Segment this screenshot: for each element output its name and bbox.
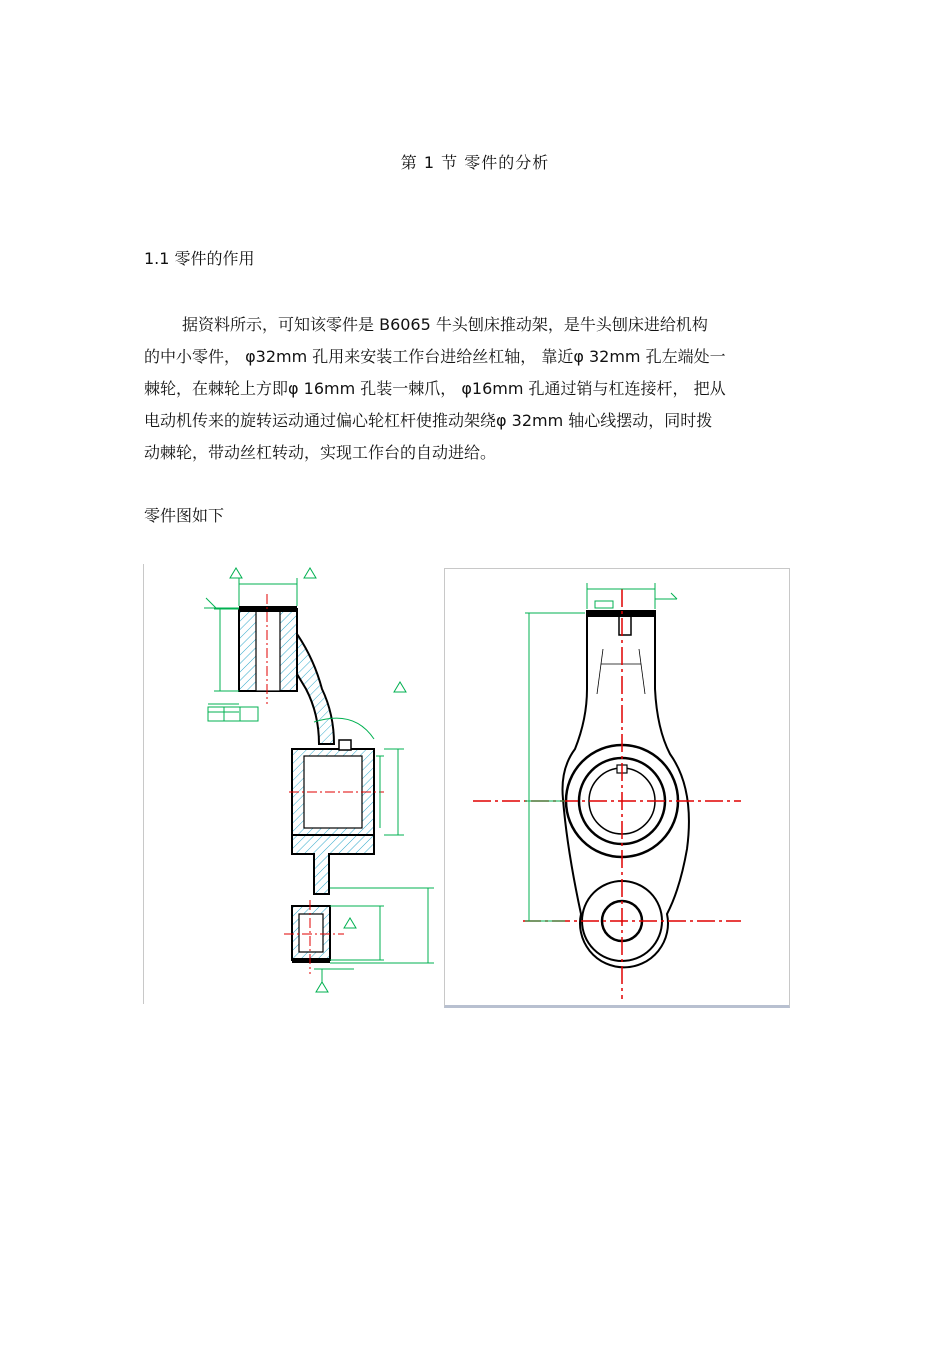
figure-caption: 零件图如下 <box>144 506 225 525</box>
curved-arm <box>297 634 334 744</box>
top-boss <box>239 606 297 691</box>
paragraph-line: 电动机传来的旋转运动通过偏心轮杠杆使推动架绕φ 32mm 轴心线摆动，同时拨 <box>144 411 713 430</box>
body-paragraph <box>144 309 808 469</box>
lower-arm <box>292 835 374 894</box>
paragraph-line: 动棘轮，带动丝杠转动，实现工作台的自动进给。 <box>144 443 497 462</box>
front-view-drawing <box>444 568 790 1008</box>
section-heading: 1.1 零件的作用 <box>144 249 255 268</box>
paragraph-line: 棘轮，在棘轮上方即φ 16mm 孔装一棘爪， φ16mm 孔通过销与杠连接杆， 把从 <box>144 379 726 398</box>
paragraph-line: 据资料所示，可知该零件是 B6065 牛头刨床推动架，是牛头刨床进给机构 <box>182 315 708 334</box>
top-face <box>587 611 655 617</box>
middle-hub <box>292 740 374 835</box>
paragraph-line: 的中小零件， φ32mm 孔用来安装工作台进给丝杠轴， 靠近φ 32mm 孔左端处一 <box>144 347 726 366</box>
keyway-slot <box>619 617 631 635</box>
page-title: 第 1 节 零件的分析 <box>400 153 550 172</box>
section-view-drawing <box>143 564 445 1004</box>
